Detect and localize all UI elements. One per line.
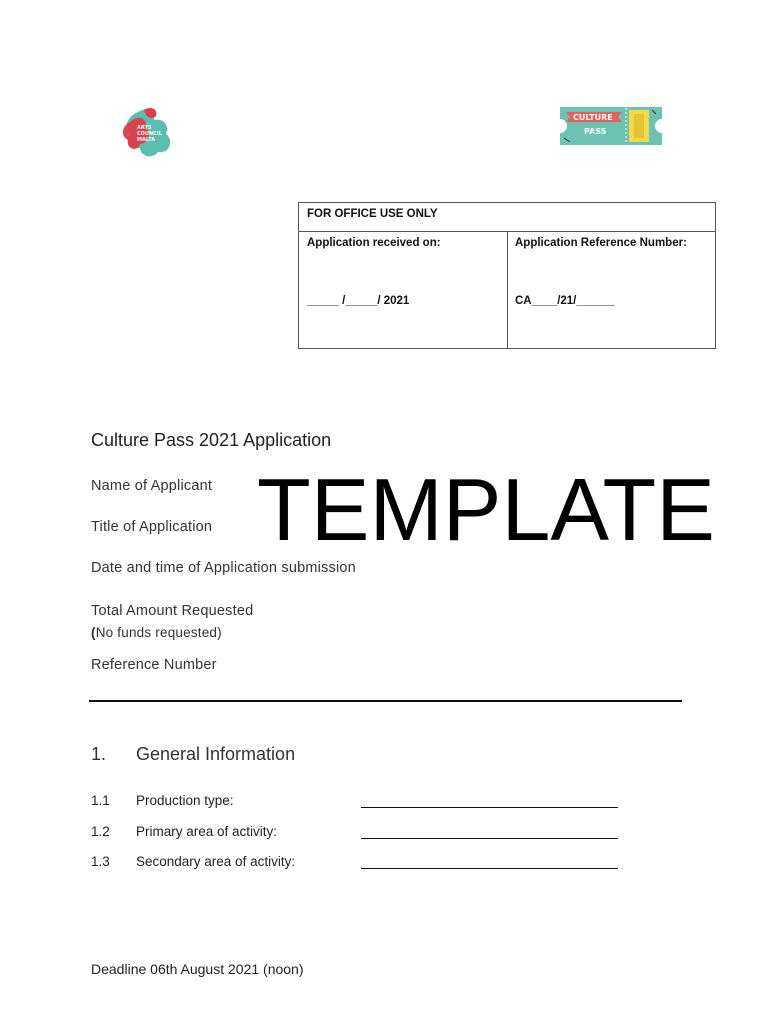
table-divider <box>507 232 508 348</box>
template-watermark: TEMPLATE <box>257 460 716 559</box>
culture-logo-line-1: CULTURE <box>573 113 613 122</box>
item-label-secondary-area: Secondary area of activity: <box>136 854 296 869</box>
section-title: General Information <box>136 744 296 764</box>
arts-logo-line-3: MALTA <box>137 137 156 143</box>
section-divider <box>89 700 682 702</box>
received-on-label: Application received on: <box>307 237 441 249</box>
primary-area-input-line[interactable] <box>361 838 618 839</box>
arts-logo-line-1: ARTS <box>137 125 152 131</box>
item-number-1-3: 1.3 <box>91 854 110 869</box>
amount-note-text: No funds requested) <box>95 625 222 640</box>
item-number-1-1: 1.1 <box>91 793 110 808</box>
office-use-table <box>298 202 716 349</box>
item-number-1-2: 1.2 <box>91 824 110 839</box>
received-on-value: _____ /_____/ 2021 <box>307 295 410 307</box>
culture-logo-line-2: PASS <box>584 127 607 136</box>
reference-number-label: Application Reference Number: <box>515 237 687 249</box>
field-title-of-application: Title of Application <box>91 519 213 535</box>
field-amount-note <box>91 625 222 640</box>
item-label-primary-area: Primary area of activity: <box>136 824 278 839</box>
arts-logo-line-2: COUNCIL <box>137 131 162 137</box>
field-submission-datetime: Date and time of Application submission <box>91 560 356 576</box>
field-name-of-applicant: Name of Applicant <box>91 478 213 494</box>
culture-pass-logo <box>556 104 666 148</box>
field-total-amount: Total Amount Requested <box>91 603 254 619</box>
deadline-text: Deadline 06th August 2021 (noon) <box>91 961 304 977</box>
production-type-input-line[interactable] <box>361 807 618 808</box>
form-title: Culture Pass 2021 Application <box>91 430 332 450</box>
item-label-production-type: Production type: <box>136 793 234 808</box>
office-use-heading: FOR OFFICE USE ONLY <box>307 208 438 220</box>
section-number: 1. <box>91 744 107 764</box>
arts-council-malta-logo <box>118 104 180 160</box>
reference-number-value: CA____/21/______ <box>515 295 615 307</box>
amount-note-bracket: ( <box>91 625 96 640</box>
office-use-header-row <box>299 203 715 232</box>
field-reference-number: Reference Number <box>91 657 217 673</box>
secondary-area-input-line[interactable] <box>361 868 618 869</box>
